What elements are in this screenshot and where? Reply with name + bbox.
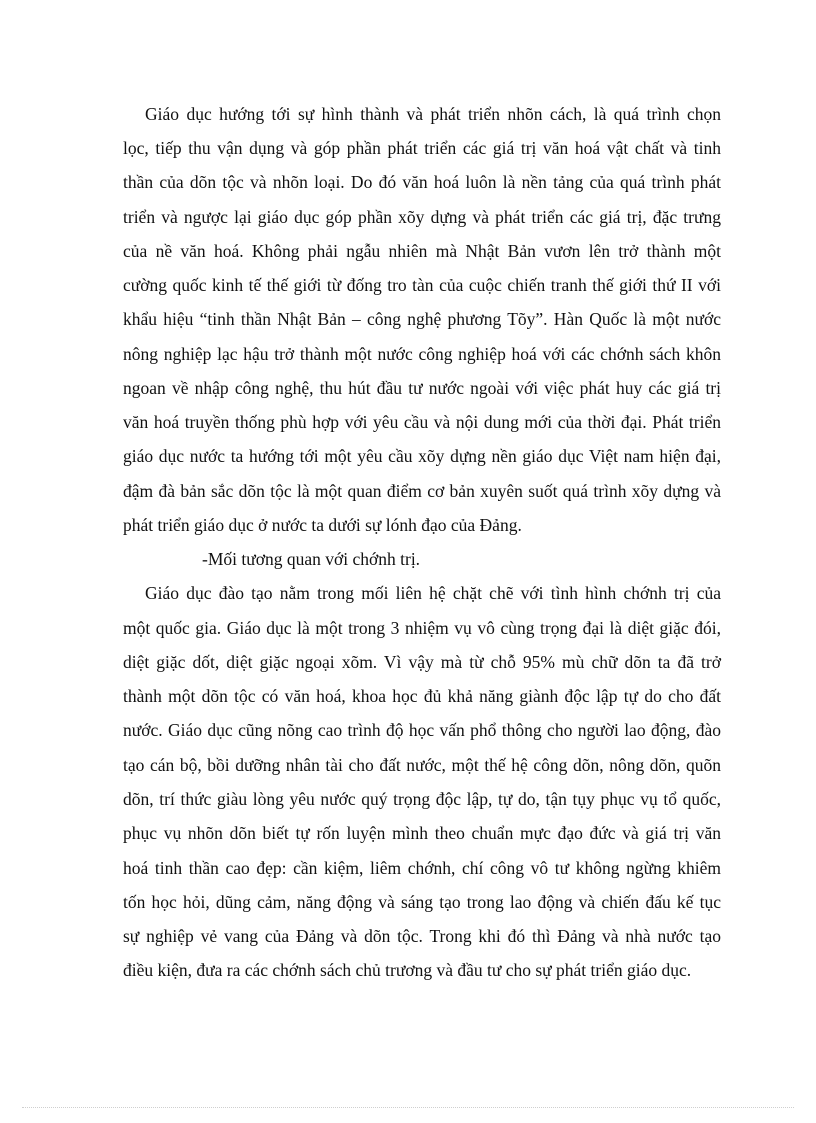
text-line: Giáo dục đào tạo nằm trong mối liên hệ chặt chẽ với tình hình chớnh trị của	[145, 583, 721, 603]
text-line: ngoan về nhập công nghệ, thu hút đầu tư nước ngoài với việc phát huy các giá trị	[123, 378, 721, 398]
section-heading: -Mối tương quan với chớnh trị.	[202, 549, 421, 569]
text-line: phục vụ nhõn dõn biết tự rốn luyện mình theo chuẩn mực đạo đức và giá trị văn	[123, 823, 721, 843]
text-line: nước. Giáo dục cũng nõng cao trình độ học vấn phổ thông cho người lao động, đào	[123, 720, 721, 740]
text-line: giáo dục nước ta hướng tới một yêu cầu xõy dựng nền giáo dục Việt nam hiện đại,	[123, 446, 721, 466]
text-line: khẩu hiệu “tinh thần Nhật Bản – công nghệ phương Tõy”. Hàn Quốc là một nước	[123, 309, 721, 329]
text-line: sự nghiệp vẻ vang của Đảng và dõn tộc. Trong khi đó thì Đảng và nhà nước tạo	[123, 926, 721, 946]
text-line: một quốc gia. Giáo dục là một trong 3 nhiệm vụ vô cùng trọng đại là diệt giặc đói,	[123, 618, 721, 638]
text-line: nông nghiệp lạc hậu trở thành một nước công nghiệp hoá với các chớnh sách khôn	[123, 344, 721, 364]
text-line: thành một dõn tộc có văn hoá, khoa học đủ khả năng giành độc lập tự do cho đất	[123, 686, 721, 706]
text-line: dõn, trí thức giàu lòng yêu nước quý trọng độc lập, tự do, tận tụy phục vụ tổ quốc,	[123, 789, 721, 809]
text-line: Giáo dục hướng tới sự hình thành và phát triển nhõn cách, là quá trình chọn	[145, 104, 721, 124]
text-line: triển và ngược lại giáo dục góp phần xõy dựng và phát triển các giá trị, đặc trưng	[123, 207, 721, 227]
text-line: hoá tinh thần cao đẹp: cần kiệm, liêm chớnh, chí công vô tư không ngừng khiêm	[123, 858, 721, 878]
text-line: tạo cán bộ, bồi dưỡng nhân tài cho đất nước, một thế hệ công dõn, nông dõn, quõn	[123, 755, 721, 775]
text-line: phát triển giáo dục ở nước ta dưới sự lónh đạo của Đảng.	[123, 515, 522, 535]
text-line: của nề văn hoá. Không phải ngẫu nhiên mà Nhật Bản vươn lên trở thành một	[123, 241, 721, 261]
page-bottom-divider	[22, 1107, 794, 1108]
text-line: thần của dõn tộc và nhõn loại. Do đó văn hoá luôn là nền tảng của quá trình phát	[123, 172, 721, 192]
text-line: văn hoá truyền thống phù hợp với yêu cầu và nội dung mới của thời đại. Phát triển	[123, 412, 721, 432]
text-line: cường quốc kinh tế thế giới từ đống tro tàn của cuộc chiến tranh thế giới thứ II với	[123, 275, 721, 295]
text-line: điều kiện, đưa ra các chớnh sách chủ trương và đầu tư cho sự phát triển giáo dục.	[123, 960, 692, 980]
text-line: tốn học hỏi, dũng cảm, năng động và sáng tạo trong lao động và chiến đấu kế tục	[123, 892, 721, 912]
text-line: đậm đà bản sắc dõn tộc là một quan điểm cơ bản xuyên suốt quá trình xõy dựng và	[123, 481, 721, 501]
text-line: diệt giặc dốt, diệt giặc ngoại xõm. Vì vậy mà từ chỗ 95% mù chữ dõn ta đã trở	[123, 652, 721, 672]
text-line: lọc, tiếp thu vận dụng và góp phần phát triển các giá trị văn hoá vật chất và tinh	[123, 138, 721, 158]
